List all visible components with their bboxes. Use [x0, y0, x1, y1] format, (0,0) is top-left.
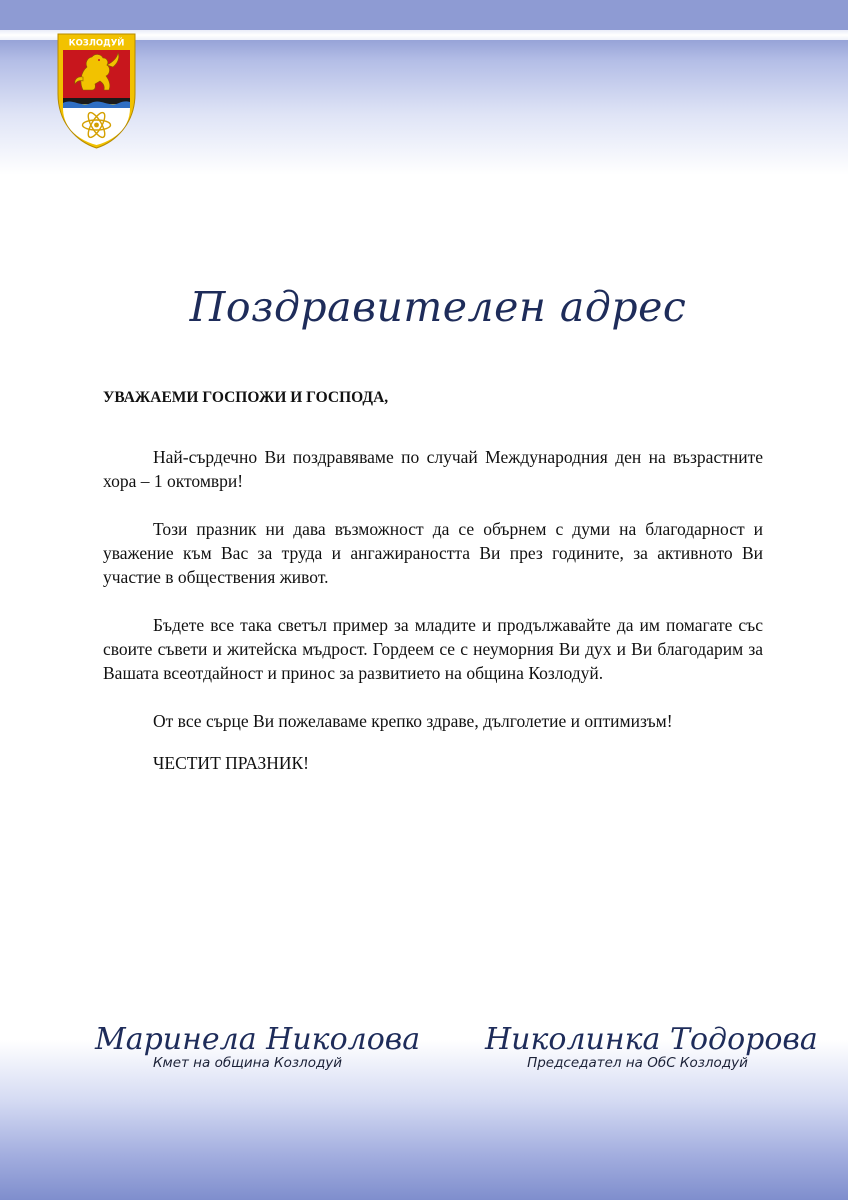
signature-mayor — [95, 1022, 421, 1071]
salutation: УВАЖАЕМИ ГОСПОЖИ И ГОСПОДА, — [103, 389, 389, 406]
kozloduy-crest-icon — [55, 32, 138, 150]
closing-line: ЧЕСТИТ ПРАЗНИК! — [153, 753, 310, 773]
paragraph: Най-сърдечно Ви поздравяваме по случай Международния ден на възрастните хора – 1 октомври! — [103, 447, 763, 491]
paragraph: От все сърце Ви пожелаваме крепко здраве, дълголетие и оптимизъм! — [153, 711, 673, 731]
signature-role: Председател на ОбС Козлодуй — [527, 1055, 748, 1071]
paragraph: Този празник ни дава възможност да се обърнем с думи на благодарност и уважение към Вас за труда и ангажираността Ви през годините, за активното Ви участие в обществения живот. — [103, 519, 763, 587]
paragraph: Бъдете все така светъл пример за младите и продължавайте да им помагате със своите съвети и житейска мъдрост. Гордеем се с неуморния Ви дух и Ви благодарим за Вашата всеотдайност и принос за развитието на община Козлодуй. — [103, 615, 763, 683]
signature-name: Николинка Тодорова — [485, 1022, 818, 1057]
letter-body — [103, 445, 763, 799]
document-title: Поздравителен адрес — [189, 283, 687, 331]
signature-role: Кмет на община Козлодуй — [152, 1055, 343, 1071]
signature-name: Маринела Николова — [95, 1022, 421, 1057]
signature-chair — [485, 1022, 818, 1071]
svg-text:КОЗЛОДУЙ: КОЗЛОДУЙ — [68, 38, 125, 49]
